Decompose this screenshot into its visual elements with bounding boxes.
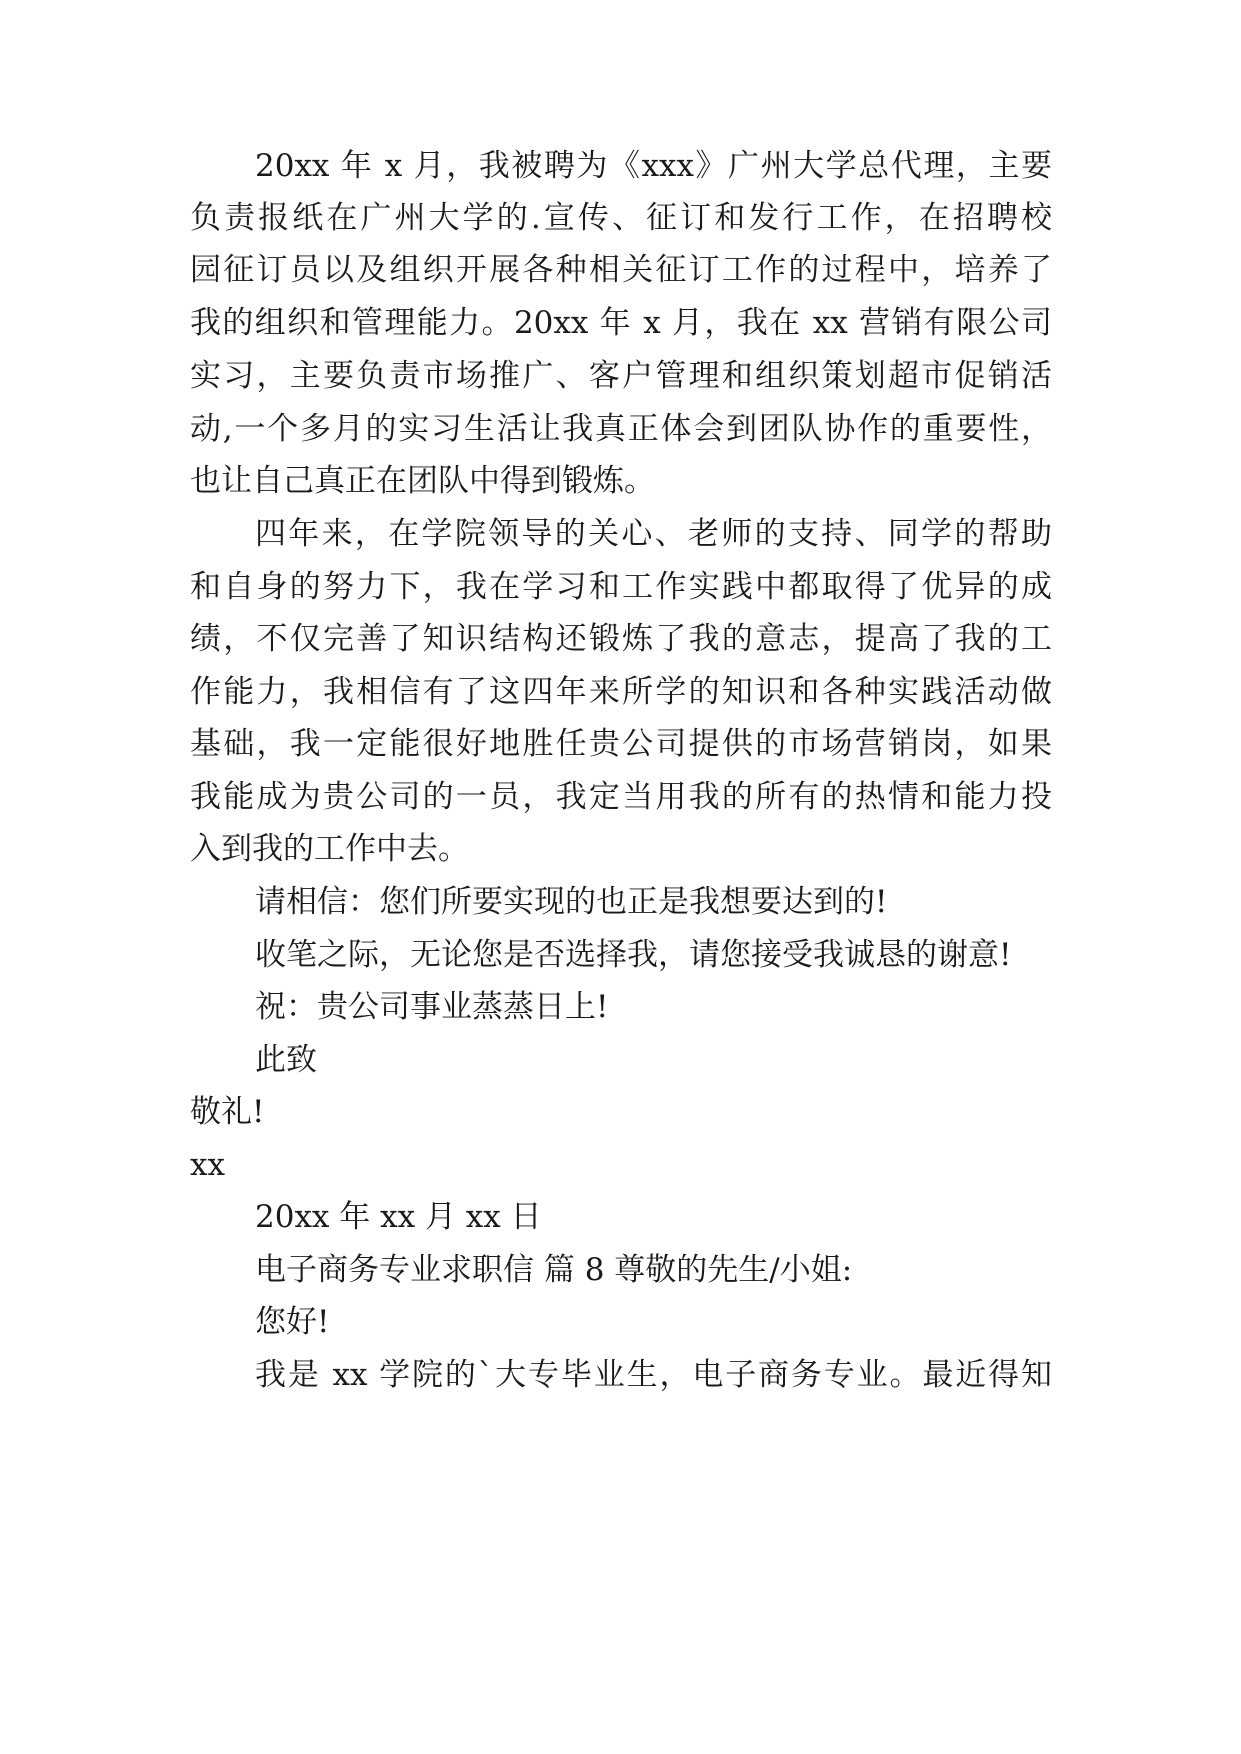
next-letter-title: 电子商务专业求职信 篇 8 尊敬的先生/小姐:	[255, 1252, 853, 1288]
paragraph-2-line-1: 四年来，在学院领导的关心、老师的支持、同学的帮助	[255, 516, 1052, 552]
paragraph-2-line-7: 入到我的工作中去。	[190, 831, 469, 867]
paragraph-1-line-5: 实习，主要负责市场推广、客户管理和组织策划超市促销活	[190, 358, 1052, 394]
date-line: 20xx 年 xx 月 xx 日	[255, 1199, 542, 1235]
next-letter-intro: 我是 xx 学院的`大专毕业生，电子商务专业。最近得知	[255, 1357, 1052, 1393]
paragraph-2-line-4: 作能力，我相信有了这四年来所学的知识和各种实践活动做	[190, 674, 1052, 710]
paragraph-2-line-3: 绩，不仅完善了知识结构还锻炼了我的意志，提高了我的工	[190, 621, 1052, 657]
paragraph-2-line-6: 我能成为贵公司的一员，我定当用我的所有的热情和能力投	[190, 779, 1052, 815]
closing-regards: 敬礼!	[190, 1094, 265, 1130]
greeting: 您好!	[255, 1304, 330, 1340]
closing-phrase: 此致	[255, 1042, 317, 1078]
paragraph-1-line-3: 园征订员以及组织开展各种相关征订工作的过程中，培养了	[190, 252, 1052, 288]
paragraph-1-line-6: 动,一个多月的实习生活让我真正体会到团队协作的重要性，	[190, 411, 1052, 447]
paragraph-1-line-1: 20xx 年 x 月，我被聘为《xxx》广州大学总代理，主要	[255, 148, 1052, 184]
signature: xx	[190, 1147, 225, 1183]
believe-line: 请相信：您们所要实现的也正是我想要达到的!	[255, 884, 888, 920]
paragraph-1-line-7: 也让自己真正在团队中得到锻炼。	[190, 463, 655, 499]
paragraph-2-line-5: 基础，我一定能很好地胜任贵公司提供的市场营销岗，如果	[190, 726, 1052, 762]
paragraph-1-line-2: 负责报纸在广州大学的.宣传、征订和发行工作，在招聘校	[190, 200, 1052, 236]
thanks-line: 收笔之际，无论您是否选择我，请您接受我诚恳的谢意!	[255, 937, 1012, 973]
wish-line: 祝：贵公司事业蒸蒸日上!	[255, 989, 609, 1025]
paragraph-1-line-4: 我的组织和管理能力。20xx 年 x 月，我在 xx 营销有限公司	[190, 305, 1052, 341]
paragraph-2-line-2: 和自身的努力下，我在学习和工作实践中都取得了优异的成	[190, 569, 1052, 605]
